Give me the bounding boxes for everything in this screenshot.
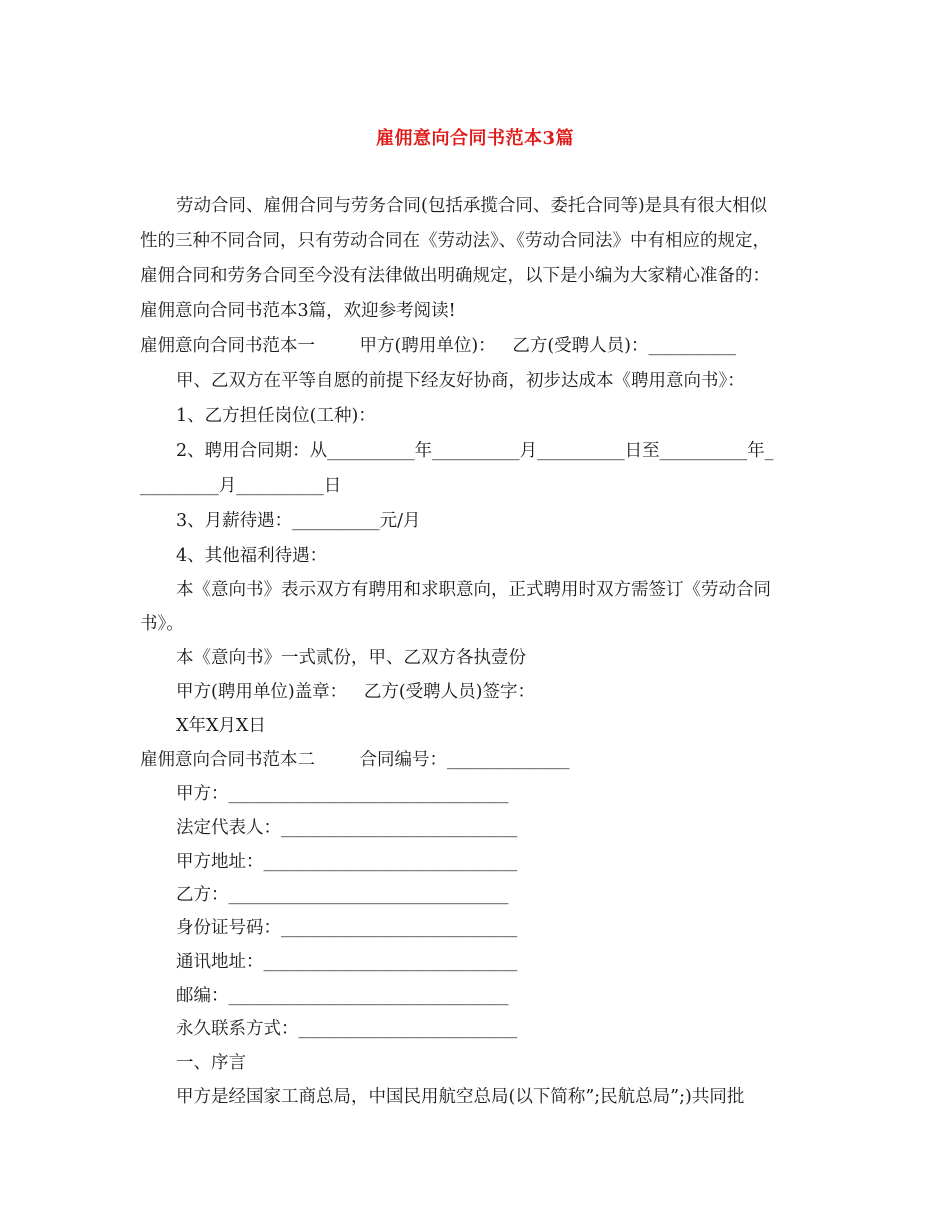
sample2-heading: 雇佣意向合同书范本二 合同编号：______________ bbox=[140, 750, 570, 770]
document-title: 雇佣意向合同书范本3篇 bbox=[375, 128, 575, 149]
sample1-line: 3、月薪待遇：__________元/月 bbox=[176, 511, 421, 531]
sample1-line: 甲、乙双方在平等自愿的前提下经友好协商，初步达成本《聘用意向书》： bbox=[176, 371, 745, 391]
intro-line-4: 雇佣意向合同书范本3篇，欢迎参考阅读! bbox=[140, 301, 456, 321]
sample2-field: 法定代表人：___________________________ bbox=[176, 818, 518, 838]
intro-line-3: 雇佣合同和劳务合同至今没有法律做出明确规定，以下是小编为大家精心准备的： bbox=[140, 266, 770, 286]
sample2-field: 甲方：________________________________ bbox=[176, 784, 509, 804]
sample1-line: 4、其他福利待遇： bbox=[176, 546, 328, 566]
intro-line-2: 性的三种不同合同，只有劳动合同在《劳动法》、《劳动合同法》中有相应的规定， bbox=[140, 231, 770, 251]
sample2-field: 通讯地址：_____________________________ bbox=[176, 952, 518, 972]
sample1-line: 甲方(聘用单位)盖章： 乙方(受聘人员)签字： bbox=[176, 682, 535, 702]
sample2-field: 乙方：________________________________ bbox=[176, 885, 509, 905]
sample1-date: X年X月X日 bbox=[176, 716, 266, 736]
sample2-field: 永久联系方式：_________________________ bbox=[176, 1019, 518, 1039]
sample1-line: 本《意向书》一式贰份，甲、乙双方各执壹份 bbox=[176, 648, 526, 668]
sample2-field: 甲方地址：_____________________________ bbox=[176, 852, 518, 872]
sample2-field: 身份证号码：___________________________ bbox=[176, 918, 518, 938]
sample1-line: 书》。 bbox=[140, 614, 184, 634]
sample2-field: 邮编：________________________________ bbox=[176, 986, 509, 1006]
sample1-line: 2、聘用合同期：从__________年__________月__________日至__________年_ bbox=[176, 441, 774, 461]
sample1-line: _________月__________日 bbox=[140, 476, 342, 496]
sample2-last-line: 甲方是经国家工商总局，中国民用航空总局(以下简称”;民航总局”;)共同批 bbox=[176, 1087, 745, 1107]
sample1-line: 1、乙方担任岗位(工种)： bbox=[176, 406, 376, 426]
sample1-line: 本《意向书》表示双方有聘用和求职意向，正式聘用时双方需签订《劳动合同 bbox=[176, 580, 771, 600]
section-heading: 一、序言 bbox=[176, 1053, 246, 1073]
intro-line-1: 劳动合同、雇佣合同与劳务合同(包括承揽合同、委托合同等)是具有很大相似 bbox=[176, 196, 768, 216]
sample1-heading: 雇佣意向合同书范本一 甲方(聘用单位)： 乙方(受聘人员)：__________ bbox=[140, 336, 736, 356]
